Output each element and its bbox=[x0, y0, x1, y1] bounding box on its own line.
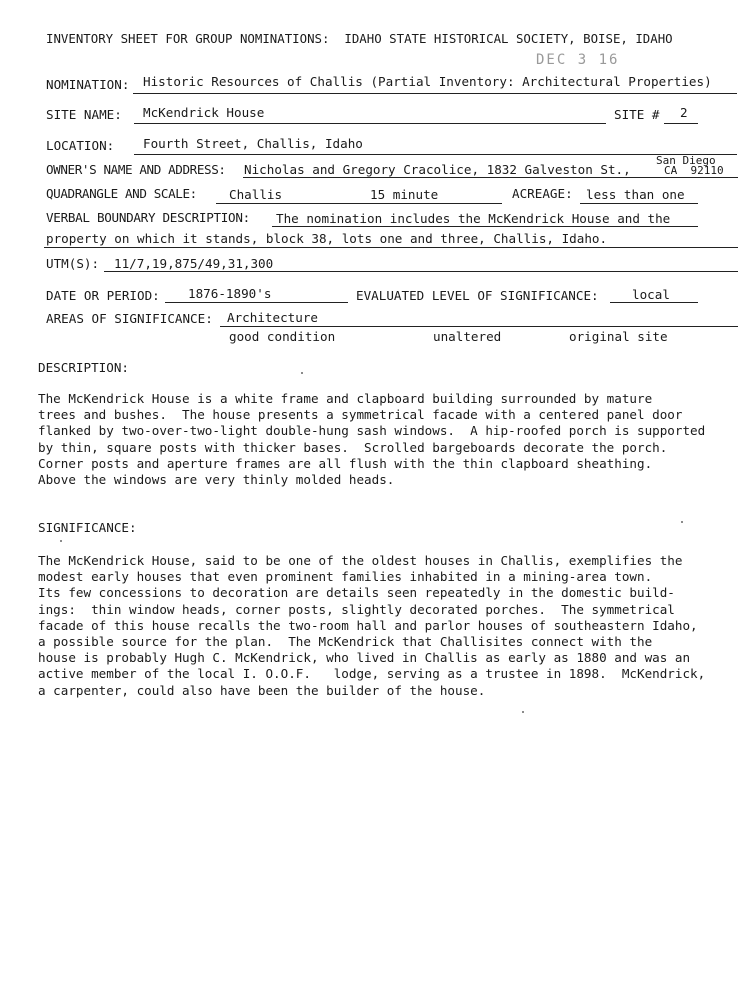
areas-label: AREAS OF SIGNIFICANCE: bbox=[46, 311, 213, 326]
scan-speck bbox=[301, 372, 303, 374]
description-line: by thin, square posts with thicker bases. Scrolled bargeboards decorate the porch. bbox=[38, 439, 668, 455]
significance-line: a possible source for the plan. The McKendrick that Challisites connect with the bbox=[38, 634, 653, 650]
scale-value: 15 minute bbox=[370, 187, 439, 202]
owner-value: Nicholas and Gregory Cracolice, 1832 Galveston St., bbox=[244, 162, 631, 177]
quadrangle-value: Challis bbox=[229, 187, 283, 202]
site-name-underline bbox=[134, 123, 606, 124]
areas-underline bbox=[220, 326, 738, 327]
condition-value: good condition bbox=[229, 329, 336, 344]
description-line: Above the windows are very thinly molded heads. bbox=[38, 472, 395, 488]
evaluated-value: local bbox=[632, 287, 670, 302]
quadrangle-underline bbox=[216, 203, 502, 204]
significance-line: Its few concessions to decoration are details seen repeatedly in the domestic build- bbox=[38, 585, 675, 601]
significance-line: facade of this house recalls the two-room hall and parlor houses of southeastern Idaho, bbox=[38, 617, 698, 633]
owner-state-zip: CA 92110 bbox=[664, 164, 724, 177]
boundary-line-2: property on which it stands, block 38, lots one and three, Challis, Idaho. bbox=[46, 231, 608, 246]
acreage-value: less than one bbox=[586, 187, 685, 202]
site-status-value: original site bbox=[569, 329, 668, 344]
description-line: The McKendrick House is a white frame and clapboard building surrounded by mature bbox=[38, 391, 653, 406]
owner-label: OWNER'S NAME AND ADDRESS: bbox=[46, 162, 226, 177]
significance-line: ings: thin window heads, corner posts, slightly decorated porches. The symmetrical bbox=[38, 601, 675, 617]
significance-line: The McKendrick House, said to be one of the oldest houses in Challis, exemplifies the bbox=[38, 553, 683, 568]
description-line: trees and bushes. The house presents a symmetrical facade with a centered panel door bbox=[38, 407, 683, 423]
owner-city: San Diego bbox=[656, 154, 716, 167]
significance-body bbox=[38, 553, 738, 699]
evaluated-label: EVALUATED LEVEL OF SIGNIFICANCE: bbox=[356, 288, 599, 303]
scan-speck bbox=[522, 711, 524, 713]
location-value: Fourth Street, Challis, Idaho bbox=[143, 136, 363, 151]
significance-line: a carpenter, could also have been the builder of the house. bbox=[38, 682, 486, 698]
date-underline bbox=[165, 302, 348, 303]
utm-value: 11/7,19,875/49,31,300 bbox=[114, 256, 274, 271]
date-stamp: DEC 3 16 bbox=[536, 52, 620, 68]
site-number-label: SITE # bbox=[614, 107, 660, 122]
date-label: DATE OR PERIOD: bbox=[46, 288, 160, 303]
significance-heading: SIGNIFICANCE: bbox=[38, 520, 137, 535]
site-name-label: SITE NAME: bbox=[46, 107, 122, 122]
nomination-underline bbox=[133, 93, 737, 94]
site-number-value: 2 bbox=[680, 105, 688, 120]
significance-line: active member of the local I. O.O.F. lodge, serving as a trustee in 1898. McKendrick, bbox=[38, 666, 706, 682]
scan-speck bbox=[681, 521, 683, 523]
acreage-underline bbox=[580, 203, 698, 204]
utm-underline bbox=[104, 271, 738, 272]
description-line: Corner posts and aperture frames are all flush with the thin clapboard sheathing. bbox=[38, 455, 653, 471]
areas-value: Architecture bbox=[227, 310, 318, 325]
boundary-underline-1 bbox=[272, 226, 698, 227]
description-body bbox=[38, 391, 738, 488]
location-underline bbox=[134, 154, 737, 155]
date-value: 1876-1890's bbox=[188, 286, 272, 301]
boundary-line-1: The nomination includes the McKendrick House and the bbox=[276, 211, 671, 226]
boundary-underline-2 bbox=[44, 247, 738, 248]
scan-speck bbox=[60, 540, 62, 542]
significance-line: modest early houses that even prominent families inhabited in a mining-area town. bbox=[38, 569, 653, 585]
quadrangle-label: QUADRANGLE AND SCALE: bbox=[46, 186, 197, 201]
boundary-label: VERBAL BOUNDARY DESCRIPTION: bbox=[46, 210, 250, 225]
acreage-label: ACREAGE: bbox=[512, 186, 573, 201]
nomination-value: Historic Resources of Challis (Partial Inventory: Architectural Properties) bbox=[143, 74, 712, 89]
owner-underline bbox=[243, 177, 738, 178]
alteration-value: unaltered bbox=[433, 329, 502, 344]
sheet-title: INVENTORY SHEET FOR GROUP NOMINATIONS: IDAHO STATE HISTORICAL SOCIETY, BOISE, IDAHO bbox=[46, 31, 673, 46]
location-label: LOCATION: bbox=[46, 138, 115, 153]
evaluated-underline bbox=[610, 302, 698, 303]
description-heading: DESCRIPTION: bbox=[38, 360, 129, 375]
significance-line: house is probably Hugh C. McKendrick, who lived in Challis as early as 1880 and was an bbox=[38, 650, 691, 666]
site-name-value: McKendrick House bbox=[143, 105, 265, 120]
description-line: flanked by two-over-two-light double-hung sash windows. A hip-roofed porch is supported bbox=[38, 423, 706, 439]
nomination-label: NOMINATION: bbox=[46, 77, 130, 92]
site-number-underline bbox=[664, 123, 698, 124]
utm-label: UTM(S): bbox=[46, 256, 100, 271]
